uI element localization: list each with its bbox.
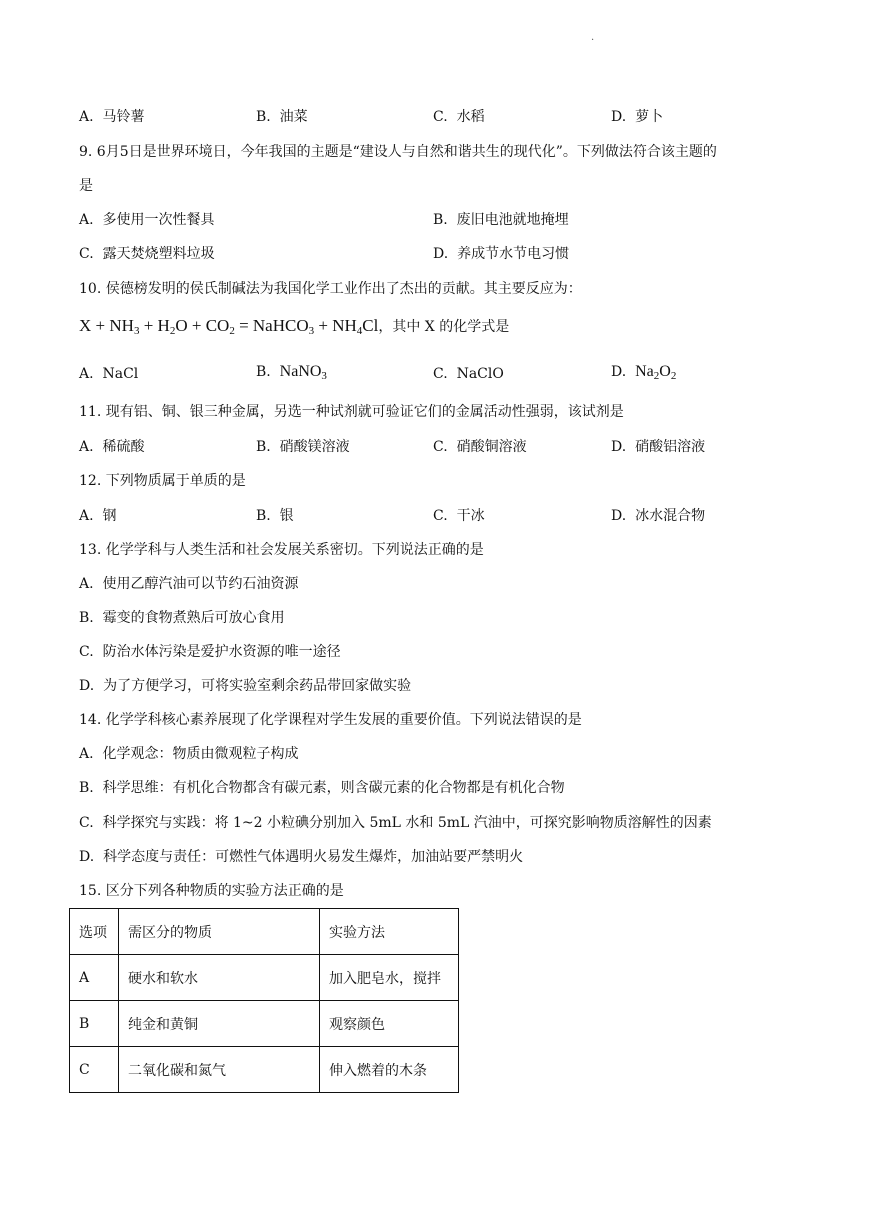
q11-stem: 11. 现有铝、铜、银三种金属，另选一种试剂就可验证它们的金属活动性强弱，该试剂是 [79,404,624,420]
q9-stem-cont: 是 [79,178,93,194]
q9-option-a: A. 多使用一次性餐具 [79,212,215,228]
q14-option-d: D. 科学态度与责任：可燃性气体遇明火易发生爆炸，加油站要严禁明火 [79,849,524,865]
q10-option-d: D. $Na_2O_2$ [611,363,677,382]
table-header-cell: 需区分的物质 [119,909,320,955]
table-cell: B [70,1001,119,1047]
table-cell: A [70,955,119,1001]
table-header-cell: 实验方法 [320,909,459,955]
q13-option-a: A. 使用乙醇汽油可以节约石油资源 [79,576,299,592]
q13-option-b: B. 霉变的食物煮熟后可放心食用 [79,610,285,626]
q11-option-a: A. 稀硫酸 [79,439,145,455]
q9-option-b: B. 废旧电池就地掩埋 [433,212,569,228]
q10-option-b: B. NaNO$_3$ [256,363,327,382]
q8-option-a: A. 马铃薯 [79,109,145,125]
table-cell: C [70,1047,119,1093]
q12-option-b: B. 银 [256,508,294,524]
q9-stem: 9. 6月5日是世界环境日，今年我国的主题是“建设人与自然和谐共生的现代化”。下列做法符合该主题的 [79,144,717,160]
q11-option-c: C. 硝酸铜溶液 [433,439,527,455]
q14-option-c: C. 科学探究与实践：将 1~2 小粒碘分别加入 5mL 水和 5mL 汽油中，可探究影响物质溶解性的因素 [79,815,712,831]
q12-option-c: C. 干冰 [433,508,485,524]
q12-stem: 12. 下列物质属于单质的是 [79,473,246,489]
q10-equation-line: $X + NH_3 + H_2O + CO_2$ = NaHCO$_3$ + $NH_4Cl$，其中 X 的化学式是 [79,316,510,337]
q8-option-b: B. 油菜 [256,109,308,125]
q12-option-d: D. 冰水混合物 [611,508,706,524]
q9-option-d: D. 养成节水节电习惯 [433,246,570,262]
q9-option-c: C. 露天焚烧塑料垃圾 [79,246,215,262]
table-cell: 硬水和软水 [119,955,320,1001]
q15-stem: 15. 区分下列各种物质的实验方法正确的是 [79,883,344,899]
q14-option-a: A. 化学观念：物质由微观粒子构成 [79,746,299,762]
table-cell: 观察颜色 [320,1001,459,1047]
q14-option-b: B. 科学思维：有机化合物都含有碳元素，则含碳元素的化合物都是有机化合物 [79,780,565,796]
q8-option-d: D. 萝卜 [611,109,664,125]
q14-stem: 14. 化学学科核心素养展现了化学课程对学生发展的重要价值。下列说法错误的是 [79,712,582,728]
table-row [70,955,459,1001]
q10-option-c: C. NaClO [433,366,504,382]
q13-stem: 13. 化学学科与人类生活和社会发展关系密切。下列说法正确的是 [79,542,484,558]
q11-option-d: D. 硝酸铝溶液 [611,439,706,455]
table-row [70,1001,459,1047]
q11-option-b: B. 硝酸镁溶液 [256,439,350,455]
page-mark: . [591,32,595,43]
q10-option-a: A. NaCl [79,366,139,382]
q13-option-c: C. 防治水体污染是爱护水资源的唯一途径 [79,644,341,660]
q15-table [69,908,459,1093]
table-header-cell: 选项 [70,909,119,955]
q12-option-a: A. 钢 [79,508,117,524]
q8-option-c: C. 水稻 [433,109,485,125]
q13-option-d: D. 为了方便学习，可将实验室剩余药品带回家做实验 [79,678,412,694]
q10-stem: 10. 侯德榜发明的侯氏制碱法为我国化学工业作出了杰出的贡献。其主要反应为： [79,281,582,297]
table-cell: 二氧化碳和氮气 [119,1047,320,1093]
table-cell: 伸入燃着的木条 [320,1047,459,1093]
chemical-equation: $X + NH_3 + H_2O + CO_2$ = NaHCO$_3$ + $NH_4Cl$ [79,316,379,337]
table-row [70,1047,459,1093]
table-cell: 加入肥皂水，搅拌 [320,955,459,1001]
table-cell: 纯金和黄铜 [119,1001,320,1047]
table-header-row [70,909,459,955]
